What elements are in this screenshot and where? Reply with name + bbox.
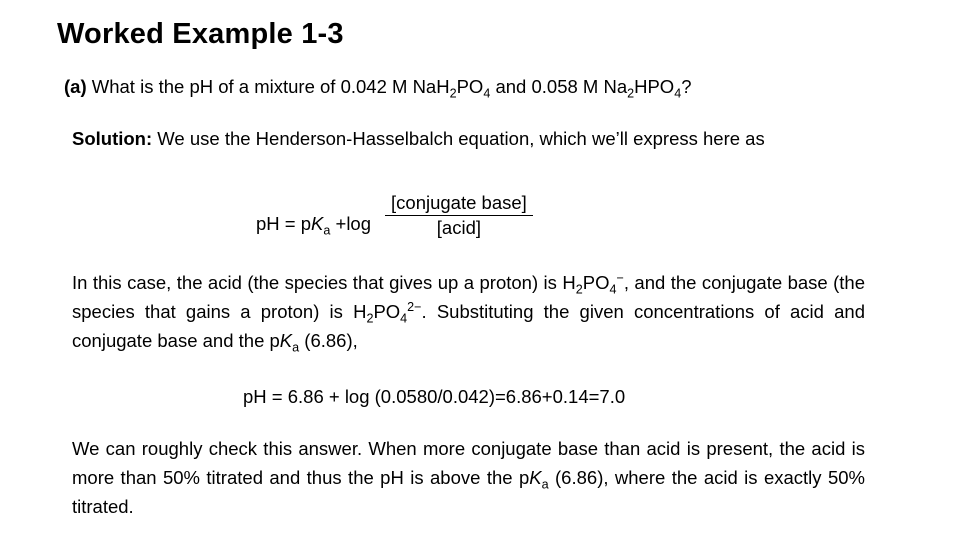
p2-sub-3: 2 bbox=[366, 311, 374, 326]
equation-lhs-text-2: +log bbox=[330, 213, 372, 234]
p2-sup-2: 2− bbox=[407, 300, 422, 315]
question-text-5: ? bbox=[681, 76, 692, 97]
question-sub-4: 4 bbox=[674, 86, 682, 101]
equation-k-symbol: K bbox=[311, 213, 324, 234]
solution-text: We use the Henderson-Hasselbalch equation, which we’ll express here as bbox=[152, 128, 765, 149]
question-text-1: What is the pH of a mixture of 0.042 M NaH bbox=[86, 76, 450, 97]
question-text-3: and 0.058 M Na bbox=[490, 76, 628, 97]
p2-k-symbol: K bbox=[279, 330, 293, 351]
question-sub-3: 2 bbox=[627, 86, 635, 101]
p2-text-1: In this case, the acid (the species that gives up a proton) is H bbox=[72, 272, 576, 293]
equation-numerator: [conjugate base] bbox=[385, 192, 533, 216]
equation-lhs bbox=[256, 213, 372, 238]
p2-text-6: (6.86), bbox=[299, 330, 358, 351]
p3-text-1: We can roughly check this answer. When more conjugate base than acid is present, the acid is more than 50% titrated and thus the pH is above the p bbox=[72, 438, 865, 488]
p2-text-3: , and the conjugate base (the species that gains a proton) is H bbox=[72, 272, 866, 322]
solution-label: Solution: bbox=[72, 128, 153, 149]
page-title: Worked Example 1-3 bbox=[57, 18, 344, 50]
p2-sub-1: 2 bbox=[575, 282, 583, 297]
acid-base-paragraph bbox=[72, 268, 865, 355]
question-part-a bbox=[64, 76, 692, 101]
p3-sub-1: a bbox=[541, 477, 549, 492]
p3-text-2: (6.86), where the acid is exactly 50% titrated. bbox=[72, 467, 865, 517]
p2-sub-4: 4 bbox=[400, 311, 408, 326]
p3-k-symbol: K bbox=[529, 467, 542, 488]
p2-text-4: PO bbox=[373, 301, 401, 322]
equation-k-subscript: a bbox=[323, 223, 331, 238]
p2-text-2: PO bbox=[582, 272, 610, 293]
question-sub-2: 4 bbox=[483, 86, 491, 101]
equation-denominator: [acid] bbox=[436, 217, 482, 238]
equation-lhs-text-1: pH = p bbox=[256, 213, 312, 234]
henderson-hasselbalch-equation bbox=[256, 192, 533, 240]
check-paragraph bbox=[72, 434, 865, 521]
equation-fraction bbox=[385, 192, 533, 240]
question-text-4: HPO bbox=[634, 76, 675, 97]
solution-paragraph bbox=[72, 124, 865, 153]
calculation-line: pH = 6.86 + log (0.0580/0.042)=6.86+0.14=7.0 bbox=[243, 386, 626, 407]
p2-sub-5: a bbox=[292, 340, 300, 355]
question-label: (a) bbox=[64, 76, 87, 97]
question-text-2: PO bbox=[456, 76, 484, 97]
p2-sub-2: 4 bbox=[609, 282, 617, 297]
question-sub-1: 2 bbox=[449, 86, 457, 101]
p2-sup-1: − bbox=[616, 271, 624, 286]
p2-text-5: . Substituting the given concentrations of acid and conjugate base and the p bbox=[72, 301, 865, 351]
